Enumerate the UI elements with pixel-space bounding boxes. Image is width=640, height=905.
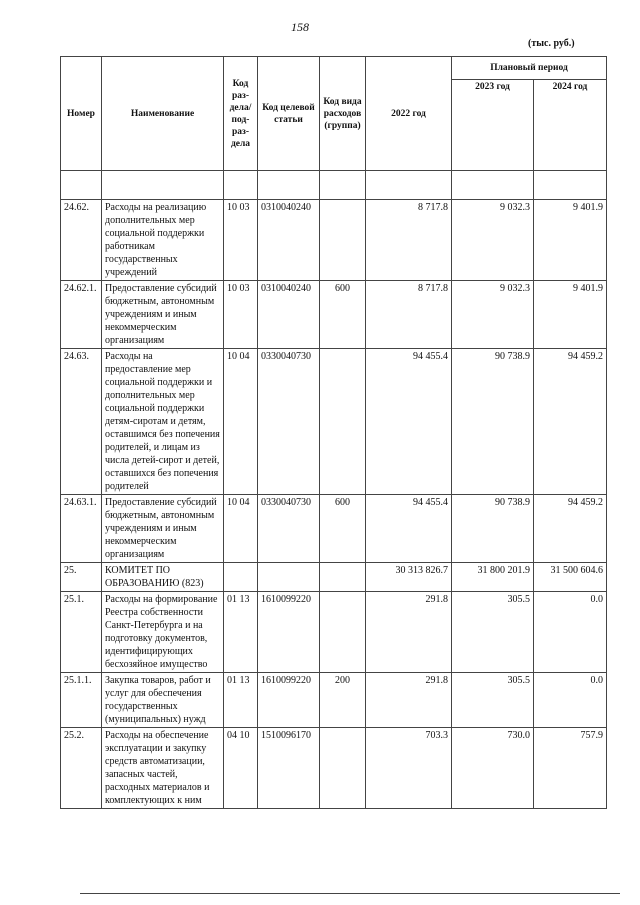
table-row bbox=[61, 673, 607, 728]
table-row bbox=[61, 563, 607, 592]
table-row bbox=[61, 200, 607, 281]
table-row bbox=[61, 281, 607, 349]
spacer-row bbox=[61, 171, 607, 200]
row-name: Расходы на реализацию дополнительных мер социальной поддержки работникам государственных учреждений bbox=[102, 200, 224, 281]
table-row bbox=[61, 349, 607, 495]
row-2024: 31 500 604.6 bbox=[534, 563, 607, 592]
row-2022: 291.8 bbox=[366, 673, 452, 728]
row-section-code bbox=[224, 563, 258, 592]
row-section-code: 10 03 bbox=[224, 281, 258, 349]
row-2024: 94 459.2 bbox=[534, 495, 607, 563]
row-expense-code: 600 bbox=[320, 281, 366, 349]
row-name: КОМИТЕТ ПО ОБРАЗОВАНИЮ (823) bbox=[102, 563, 224, 592]
row-section-code: 01 13 bbox=[224, 673, 258, 728]
row-name: Закупка товаров, работ и услуг для обеспечения государственных (муниципальных) нужд bbox=[102, 673, 224, 728]
row-section-code: 10 04 bbox=[224, 495, 258, 563]
row-number: 24.62. bbox=[61, 200, 102, 281]
table-row bbox=[61, 728, 607, 809]
row-2024: 0.0 bbox=[534, 673, 607, 728]
header-2023: 2023 год bbox=[452, 80, 534, 171]
row-number: 25.1. bbox=[61, 592, 102, 673]
row-number: 24.62.1. bbox=[61, 281, 102, 349]
row-number: 24.63.1. bbox=[61, 495, 102, 563]
row-expense-code: 200 bbox=[320, 673, 366, 728]
header-name: Наименование bbox=[102, 57, 224, 171]
row-number: 24.63. bbox=[61, 349, 102, 495]
budget-table bbox=[60, 56, 607, 809]
header-section-code: Код раз-дела/ под-раз-дела bbox=[224, 57, 258, 171]
row-section-code: 10 03 bbox=[224, 200, 258, 281]
row-number: 25. bbox=[61, 563, 102, 592]
row-expense-code bbox=[320, 563, 366, 592]
row-2022: 291.8 bbox=[366, 592, 452, 673]
row-2023: 31 800 201.9 bbox=[452, 563, 534, 592]
table-row bbox=[61, 495, 607, 563]
row-name: Расходы на формирование Реестра собственности Санкт-Петербурга и на подготовку документов, идентифицирующих бесхозяйное имущество bbox=[102, 592, 224, 673]
row-2023: 90 738.9 bbox=[452, 349, 534, 495]
row-2023: 305.5 bbox=[452, 673, 534, 728]
header-planned-period: Плановый период bbox=[452, 57, 607, 80]
row-2023: 90 738.9 bbox=[452, 495, 534, 563]
row-target-code: 1610099220 bbox=[258, 673, 320, 728]
row-2024: 94 459.2 bbox=[534, 349, 607, 495]
row-number: 25.1.1. bbox=[61, 673, 102, 728]
row-target-code bbox=[258, 563, 320, 592]
row-number: 25.2. bbox=[61, 728, 102, 809]
table-row bbox=[61, 592, 607, 673]
header-row bbox=[61, 57, 607, 80]
row-2024: 9 401.9 bbox=[534, 281, 607, 349]
row-2022: 8 717.8 bbox=[366, 281, 452, 349]
row-2022: 30 313 826.7 bbox=[366, 563, 452, 592]
header-expense-code: Код вида расходов (группа) bbox=[320, 57, 366, 171]
row-expense-code bbox=[320, 728, 366, 809]
row-name: Предоставление субсидий бюджетным, автономным учреждениям и иным некоммерческим организациям bbox=[102, 495, 224, 563]
row-2022: 94 455.4 bbox=[366, 349, 452, 495]
row-2023: 730.0 bbox=[452, 728, 534, 809]
row-2024: 0.0 bbox=[534, 592, 607, 673]
units-label: (тыс. руб.) bbox=[528, 38, 575, 49]
row-expense-code: 600 bbox=[320, 495, 366, 563]
row-2024: 757.9 bbox=[534, 728, 607, 809]
row-section-code: 04 10 bbox=[224, 728, 258, 809]
row-2023: 305.5 bbox=[452, 592, 534, 673]
row-target-code: 0330040730 bbox=[258, 495, 320, 563]
row-2023: 9 032.3 bbox=[452, 281, 534, 349]
page-number: 158 bbox=[291, 20, 309, 34]
row-section-code: 01 13 bbox=[224, 592, 258, 673]
row-target-code: 1610099220 bbox=[258, 592, 320, 673]
row-name: Расходы на предоставление мер социальной поддержки и дополнительных мер социальной поддержки детям-сиротам и детям, оставшимся без попечения родителей, и лицам из числа детей-сирот и детей, оставшихся без попечения родителей bbox=[102, 349, 224, 495]
row-section-code: 10 04 bbox=[224, 349, 258, 495]
header-target-code: Код целевой статьи bbox=[258, 57, 320, 171]
row-2022: 8 717.8 bbox=[366, 200, 452, 281]
row-2023: 9 032.3 bbox=[452, 200, 534, 281]
bottom-rule bbox=[80, 893, 620, 894]
row-expense-code bbox=[320, 349, 366, 495]
row-2024: 9 401.9 bbox=[534, 200, 607, 281]
header-number: Номер bbox=[61, 57, 102, 171]
row-target-code: 0310040240 bbox=[258, 281, 320, 349]
row-name: Предоставление субсидий бюджетным, автономным учреждениям и иным некоммерческим организациям bbox=[102, 281, 224, 349]
row-target-code: 1510096170 bbox=[258, 728, 320, 809]
row-target-code: 0310040240 bbox=[258, 200, 320, 281]
row-name: Расходы на обеспечение эксплуатации и закупку средств автоматизации, запасных частей, расходных материалов и комплектующих к ним bbox=[102, 728, 224, 809]
header-2022: 2022 год bbox=[366, 57, 452, 171]
row-target-code: 0330040730 bbox=[258, 349, 320, 495]
header-2024: 2024 год bbox=[534, 80, 607, 171]
row-expense-code bbox=[320, 200, 366, 281]
row-2022: 94 455.4 bbox=[366, 495, 452, 563]
row-expense-code bbox=[320, 592, 366, 673]
row-2022: 703.3 bbox=[366, 728, 452, 809]
